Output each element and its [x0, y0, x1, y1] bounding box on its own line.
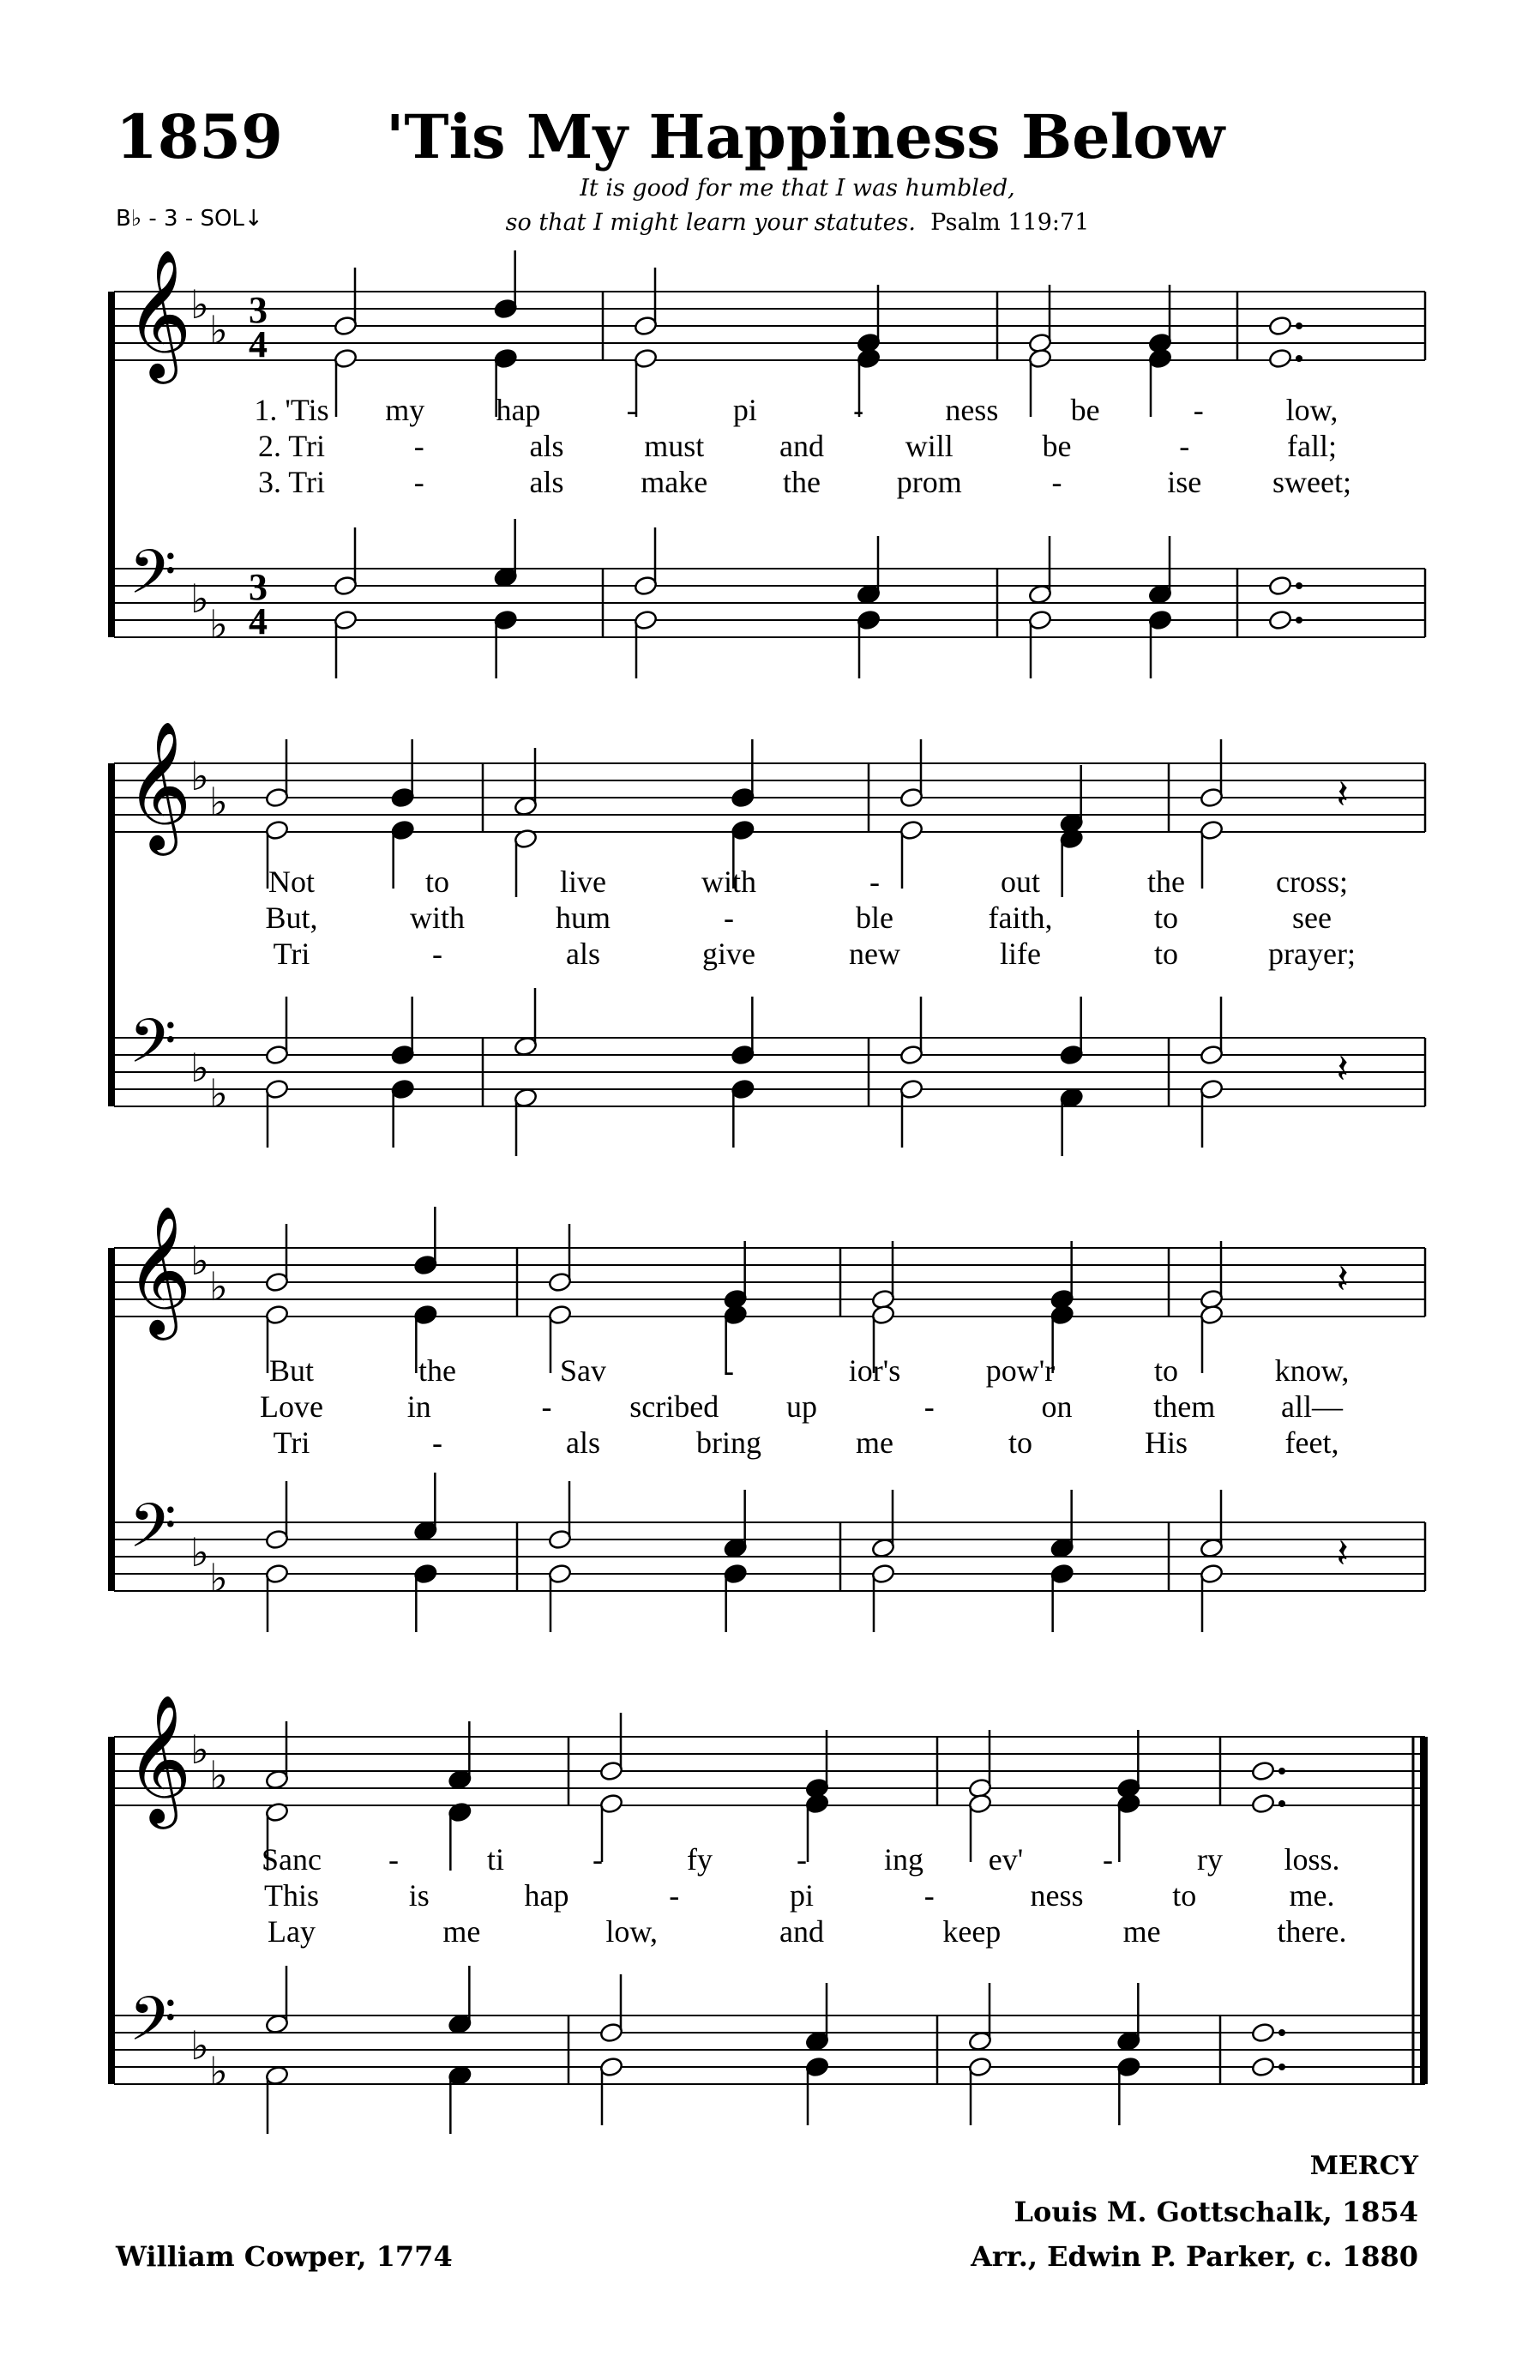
lyric-syllable: pi	[732, 393, 757, 427]
lyric-syllable: ing	[883, 1842, 924, 1877]
lyric-syllable: But	[268, 1353, 315, 1388]
lyric-syllable: 2. Tri	[257, 429, 326, 463]
treble-clef-icon: 𝄞	[125, 1204, 192, 1335]
lyric-syllable: ior's	[848, 1353, 901, 1388]
lyric-syllable: bring	[696, 1425, 761, 1460]
lyric-syllable: will	[905, 429, 953, 463]
tenor-note	[1268, 575, 1293, 596]
lyric-syllable: als	[529, 465, 564, 499]
soprano-note	[1268, 315, 1293, 336]
lyric-syllable: the	[783, 465, 821, 499]
lyric-syllable: als	[529, 429, 564, 463]
lyric-syllable: must	[644, 429, 705, 463]
lyric-syllable: -	[432, 1425, 442, 1460]
lyric-syllable: -	[1103, 1842, 1113, 1877]
lyric-syllable: fall;	[1287, 429, 1337, 463]
lyric-syllable: low,	[605, 1914, 659, 1949]
key-signature-flat-icon: ♭	[209, 1752, 228, 1799]
lyric-syllable: low,	[1285, 393, 1338, 427]
system-bracket	[108, 763, 115, 1106]
lyric-syllable: me	[856, 1425, 893, 1460]
lyric-syllable: cross;	[1276, 865, 1348, 899]
key-signature-flat-icon: ♭	[209, 779, 228, 825]
quarter-rest-icon: 𝄽	[1336, 1256, 1349, 1302]
key-signature-flat-icon: ♭	[190, 753, 209, 799]
lyric-syllable: ry	[1197, 1842, 1223, 1877]
lyric-syllable: -	[626, 393, 637, 427]
lyric-syllable: Sanc	[262, 1842, 322, 1877]
lyric-syllable: ti	[486, 1842, 505, 1877]
time-signature-bottom: 4	[249, 323, 268, 365]
lyric-syllable: -	[669, 1878, 680, 1913]
lyric-syllable: make	[641, 465, 708, 499]
lyric-syllable: keep	[942, 1914, 1002, 1949]
system-bracket	[108, 1737, 115, 2084]
alto-note-dot	[1278, 1800, 1285, 1807]
key-signature-flat-icon: ♭	[190, 1045, 209, 1091]
lyric-syllable: the	[1147, 865, 1185, 899]
lyric-syllable: know,	[1274, 1353, 1350, 1388]
lyric-syllable: in	[406, 1389, 431, 1424]
bass-clef-icon: 𝄢	[129, 1491, 177, 1576]
lyric-syllable: be	[1070, 393, 1100, 427]
composer-credit: Louis M. Gottschalk, 1854	[1014, 2196, 1418, 2228]
key-info: B♭ - 3 - SOL↓	[116, 206, 263, 232]
alto-note	[1268, 347, 1293, 369]
key-signature-flat-icon: ♭	[190, 2022, 209, 2069]
lyric-syllable: see	[1292, 901, 1332, 935]
tune-name: MERCY	[1309, 2151, 1418, 2181]
lyric-syllable: me	[1122, 1914, 1161, 1949]
lyric-syllable: Not	[268, 865, 315, 899]
time-signature-top: 3	[249, 566, 268, 608]
lyric-syllable: -	[1179, 429, 1190, 463]
arranger-credit: Arr., Edwin P. Parker, c. 1880	[971, 2240, 1418, 2273]
epigraph-line-2: so that I might learn your statutes.	[505, 209, 916, 236]
tenor-note-dot	[1278, 2029, 1285, 2036]
lyric-syllable: Tri	[273, 1425, 310, 1460]
lyric-syllable: Love	[260, 1389, 323, 1424]
key-signature-flat-icon: ♭	[190, 1529, 209, 1576]
lyric-syllable: -	[388, 1842, 399, 1877]
lyric-syllable: -	[541, 1389, 552, 1424]
lyric-syllable: faith,	[988, 901, 1053, 935]
lyric-syllable: to	[1153, 1353, 1179, 1388]
soprano-note	[1251, 1760, 1276, 1781]
tenor-note	[1251, 2021, 1276, 2043]
lyric-syllable: -	[724, 1353, 734, 1388]
key-signature-flat-icon: ♭	[209, 2048, 228, 2094]
lyric-syllable: scribed	[629, 1389, 719, 1424]
lyric-syllable: me.	[1289, 1878, 1335, 1913]
soprano-note-dot	[1296, 322, 1302, 329]
lyric-syllable: hap	[524, 1878, 569, 1913]
lyric-syllable: to	[1153, 901, 1179, 935]
lyric-syllable: sweet;	[1272, 465, 1351, 499]
lyric-syllable: Tri	[273, 937, 310, 971]
lyric-syllable: -	[413, 465, 424, 499]
bass-clef-icon: 𝄢	[129, 1984, 177, 2070]
lyric-syllable: ble	[856, 901, 893, 935]
lyric-syllable: prayer;	[1268, 937, 1356, 971]
time-signature-bottom: 4	[249, 600, 268, 642]
lyric-syllable: give	[702, 937, 755, 971]
key-signature-flat-icon: ♭	[209, 601, 228, 648]
lyric-syllable: 1. 'Tis	[254, 393, 329, 427]
lyric-syllable: ness	[945, 393, 999, 427]
system-bracket	[108, 292, 115, 637]
lyric-syllable: Sav	[560, 1353, 606, 1388]
bass-note-dot	[1296, 617, 1302, 624]
bass-note	[1268, 609, 1293, 630]
quarter-rest-icon: 𝄽	[1336, 1045, 1349, 1092]
alto-note	[1251, 1793, 1276, 1814]
alto-note-dot	[1296, 355, 1302, 362]
lyric-syllable: them	[1153, 1389, 1216, 1424]
lyric-syllable: hum	[555, 901, 611, 935]
lyric-syllable: to	[1008, 1425, 1033, 1460]
key-signature-flat-icon: ♭	[190, 575, 209, 622]
lyric-syllable: live	[560, 865, 606, 899]
lyric-syllable: and	[779, 1914, 824, 1949]
lyric-syllable: life	[1000, 937, 1041, 971]
lyric-syllable: ness	[1030, 1878, 1084, 1913]
lyric-syllable: But,	[265, 901, 318, 935]
lyric-syllable: als	[566, 1425, 600, 1460]
key-signature-flat-icon: ♭	[190, 281, 209, 328]
lyric-syllable: to	[1153, 937, 1179, 971]
lyric-syllable: 3. Tri	[257, 465, 326, 499]
final-barline-thick	[1420, 1737, 1428, 2084]
lyric-syllable: pow'r	[985, 1353, 1056, 1388]
lyric-syllable: feet,	[1284, 1425, 1339, 1460]
lyric-syllable: there.	[1277, 1914, 1347, 1949]
lyric-syllable: to	[424, 865, 450, 899]
lyric-syllable: -	[593, 1842, 603, 1877]
lyric-syllable: hap	[496, 393, 541, 427]
lyric-syllable: is	[408, 1878, 430, 1913]
lyric-syllable: on	[1041, 1389, 1073, 1424]
hymn-title: 'Tis My Happiness Below	[386, 101, 1225, 172]
lyric-syllable: Lay	[268, 1914, 316, 1949]
lyric-syllable: -	[869, 865, 880, 899]
soprano-note-dot	[1278, 1768, 1285, 1774]
key-signature-flat-icon: ♭	[209, 1555, 228, 1601]
lyric-syllable: -	[724, 901, 734, 935]
lyric-syllable: out	[1000, 865, 1041, 899]
scripture-reference: Psalm 119:71	[930, 209, 1090, 236]
bass-note	[1251, 2056, 1276, 2077]
time-signature-top: 3	[249, 289, 268, 331]
treble-clef-icon: 𝄞	[125, 720, 192, 850]
lyric-syllable: to	[1172, 1878, 1197, 1913]
lyric-syllable: ise	[1167, 465, 1202, 499]
lyric-syllable: -	[923, 1389, 935, 1424]
key-signature-flat-icon: ♭	[190, 1238, 209, 1284]
bass-clef-icon: 𝄢	[129, 537, 177, 623]
lyric-syllable: His	[1144, 1425, 1188, 1460]
lyric-syllable: up	[786, 1389, 817, 1424]
lyric-syllable: with	[701, 865, 757, 899]
lyric-syllable: the	[418, 1353, 456, 1388]
lyric-syllable: -	[923, 1878, 935, 1913]
lyric-syllable: fy	[687, 1842, 713, 1877]
lyric-syllable: This	[263, 1878, 320, 1913]
lyric-syllable: new	[849, 937, 900, 971]
lyric-syllable: pi	[789, 1878, 815, 1913]
lyric-syllable: and	[779, 429, 824, 463]
system-bracket	[108, 1248, 115, 1591]
lyric-syllable: -	[1051, 465, 1062, 499]
key-signature-flat-icon: ♭	[209, 307, 228, 353]
quarter-rest-icon: 𝄽	[1336, 771, 1349, 817]
lyric-syllable: be	[1042, 429, 1072, 463]
author-credit: William Cowper, 1774	[116, 2240, 453, 2273]
lyric-syllable: als	[566, 937, 600, 971]
key-signature-flat-icon: ♭	[190, 1726, 209, 1773]
lyric-syllable: loss.	[1284, 1842, 1340, 1877]
lyric-syllable: all—	[1281, 1389, 1343, 1424]
hymn-number: 1859	[116, 101, 283, 172]
lyric-syllable: my	[385, 393, 425, 427]
lyric-syllable: -	[413, 429, 424, 463]
key-signature-flat-icon: ♭	[209, 1070, 228, 1117]
lyric-syllable: ev'	[988, 1842, 1024, 1877]
quarter-rest-icon: 𝄽	[1336, 1530, 1349, 1576]
treble-clef-icon: 𝄞	[125, 248, 192, 378]
lyric-syllable: me	[442, 1914, 481, 1949]
treble-clef-icon: 𝄞	[125, 1693, 192, 1823]
key-signature-flat-icon: ♭	[209, 1263, 228, 1310]
lyric-syllable: prom	[896, 465, 962, 499]
epigraph-line-1: It is good for me that I was humbled,	[580, 175, 1015, 202]
bass-note-dot	[1278, 2064, 1285, 2070]
tenor-note-dot	[1296, 582, 1302, 589]
lyric-syllable: -	[853, 393, 864, 427]
lyric-syllable: -	[432, 937, 442, 971]
lyric-syllable: with	[409, 901, 466, 935]
lyric-syllable: -	[797, 1842, 807, 1877]
lyric-syllable: -	[1193, 393, 1204, 427]
bass-clef-icon: 𝄢	[129, 1006, 177, 1092]
